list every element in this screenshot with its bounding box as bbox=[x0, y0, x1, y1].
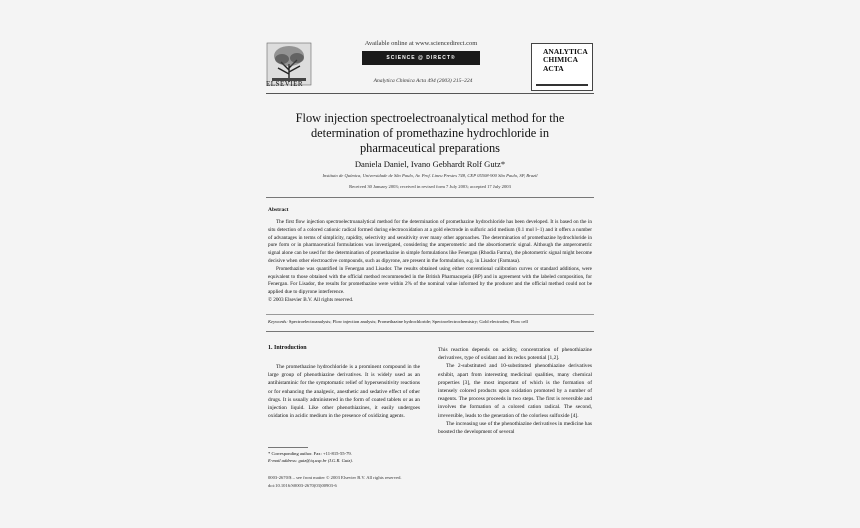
page-footer bbox=[268, 474, 592, 489]
keywords-label: Keywords: bbox=[268, 319, 288, 324]
title-line-2: determination of promethazine hydrochloride in bbox=[310, 126, 550, 140]
intro-paragraph-3: The 2-substituted and 10-substituted phenothiazine derivatives exhibit, apart from interesting medicinal qualities, many chemical properties [3], the most important of which is the formation of intensely colored products upon oxidation promoted by a number of reagents. The process proceeds in two steps. The first is reversible and involves the formation of a colored cation radical. The second, irreversible, leads to the generation of the colorless sulfoxide [4]. bbox=[438, 363, 592, 419]
sciencedirect-logo: SCIENCE @ DIRECT® bbox=[362, 51, 480, 65]
article-title bbox=[262, 111, 598, 156]
front-matter-line: 0003-2670/$ – see front matter © 2003 Elsevier B.V. All rights reserved. bbox=[268, 475, 402, 480]
available-online-text: Available online at www.sciencedirect.com bbox=[364, 40, 478, 47]
title-line-3: pharmaceutical preparations bbox=[359, 141, 500, 155]
authors: Daniela Daniel, Ivano Gebhardt Rolf Gutz* bbox=[354, 159, 506, 169]
intro-paragraph-2: This reaction depends on acidity, concentration of phenothiazine derivatives, type of oxidant and its redox potential [1,2]. bbox=[438, 347, 592, 362]
keywords-divider bbox=[266, 314, 594, 315]
header-divider bbox=[266, 93, 594, 94]
journal-logo-box bbox=[531, 43, 593, 91]
title-line-1: Flow injection spectroelectroanalytical method for the bbox=[295, 111, 565, 125]
journal-logo-line-1: ANALYTICA bbox=[543, 47, 588, 56]
journal-reference: Analytica Chimica Acta 494 (2003) 215–224 bbox=[373, 78, 473, 84]
author-email: E-mail address: gutz@iq.usp.br (I.G.R. Gutz). bbox=[268, 458, 353, 463]
right-column bbox=[438, 346, 592, 436]
received-dates: Received 30 January 2003; received in revised form 7 July 2003; accepted 17 July 2003 bbox=[349, 184, 511, 189]
section-heading-introduction: 1. Introduction bbox=[268, 345, 307, 351]
intro-paragraph-4: The increasing use of the phenothiazine derivatives in medicine has boosted the development of several bbox=[438, 420, 592, 436]
abstract-top-divider bbox=[266, 197, 594, 198]
abstract-heading: Abstract bbox=[268, 207, 289, 213]
abstract-paragraph-2: Promethazine was quantified in Fenergan and Lisador. The results obtained using either conventional calibration curves or standard additions, were equivalent to those obtained with the official method recommended in the British Pharmacopeia (BP) and in agreement with the labeled composition, for Fenergan. For Lisador, the results for promethazine were within 2% of the nominal value informed by the producer and the official method could not be applied due to dipyrone interference. bbox=[268, 265, 592, 296]
footnote bbox=[268, 450, 428, 464]
abstract-paragraph-1: The first flow injection spectroelectroanalytical method for the determination of promethazine hydrochloride has been developed. It is based on the in situ detection of a colored cationic radical formed during electrooxidation at a gold electrode in sulfuric acid medium (0.1 mol l−1) and it offers a number of advantages in terms of simplicity, rapidity, selectivity and sensitivity over many other approaches. The determination of promethazine hydrochloride in pure form or in pharmaceutical formulations was investigated, considering the amperometric and the absortiometric signal. Although the amperometric signal alone can be used for the determination of promethazine in simple formulations like Fenergan (Rhodia Farma), the photometric signal might become decisive when other electroactive compounds, such as dipyrone, are present in the formulation, e.g. in Lisador (Farmasa). bbox=[268, 219, 592, 264]
doi-line: doi:10.1016/S0003-2670(03)00903-6 bbox=[268, 482, 337, 488]
intro-paragraph-1: The promethazine hydrochloride is a prominent compound in the large group of phenothiazine derivatives. It is widely used as an antihistaminic for the symptomatic relief of hypersensitivity reactions or for enhancing the analgesic, anesthetic and sedative effect of other drugs. It is usually administered in the form of coated tablets or as an injection liquid. Like other phenothiazines, it easily undergoes oxidation in acidic medium in the presence of oxidizing agents. bbox=[268, 364, 420, 420]
footnote-divider bbox=[268, 447, 308, 448]
journal-logo-bar bbox=[536, 84, 588, 86]
affiliation: Instituto de Química, Universidade de São Paulo, Av. Prof. Lineu Prestes 748, CEP 05508-900 São Paulo, SP, Brazil bbox=[322, 173, 538, 178]
journal-logo-line-3: ACTA bbox=[543, 63, 564, 73]
keywords-text: Spectroelectroanalysis; Flow injection analysis; Promethazine hydrochloride; Spectroelectrochemistry; Gold electrodes; Flow cell bbox=[288, 319, 528, 324]
abstract-copyright: © 2003 Elsevier B.V. All rights reserved. bbox=[268, 296, 354, 303]
journal-logo-line-2: CHIMICA bbox=[543, 55, 578, 65]
left-column bbox=[268, 363, 420, 420]
publisher-name: ELSEVIER bbox=[266, 80, 304, 88]
keywords bbox=[268, 319, 592, 324]
abstract-body bbox=[268, 219, 592, 305]
body-divider bbox=[266, 331, 594, 332]
corresponding-author: * Corresponding author. Fax: +11-815-55-79. bbox=[268, 451, 352, 456]
